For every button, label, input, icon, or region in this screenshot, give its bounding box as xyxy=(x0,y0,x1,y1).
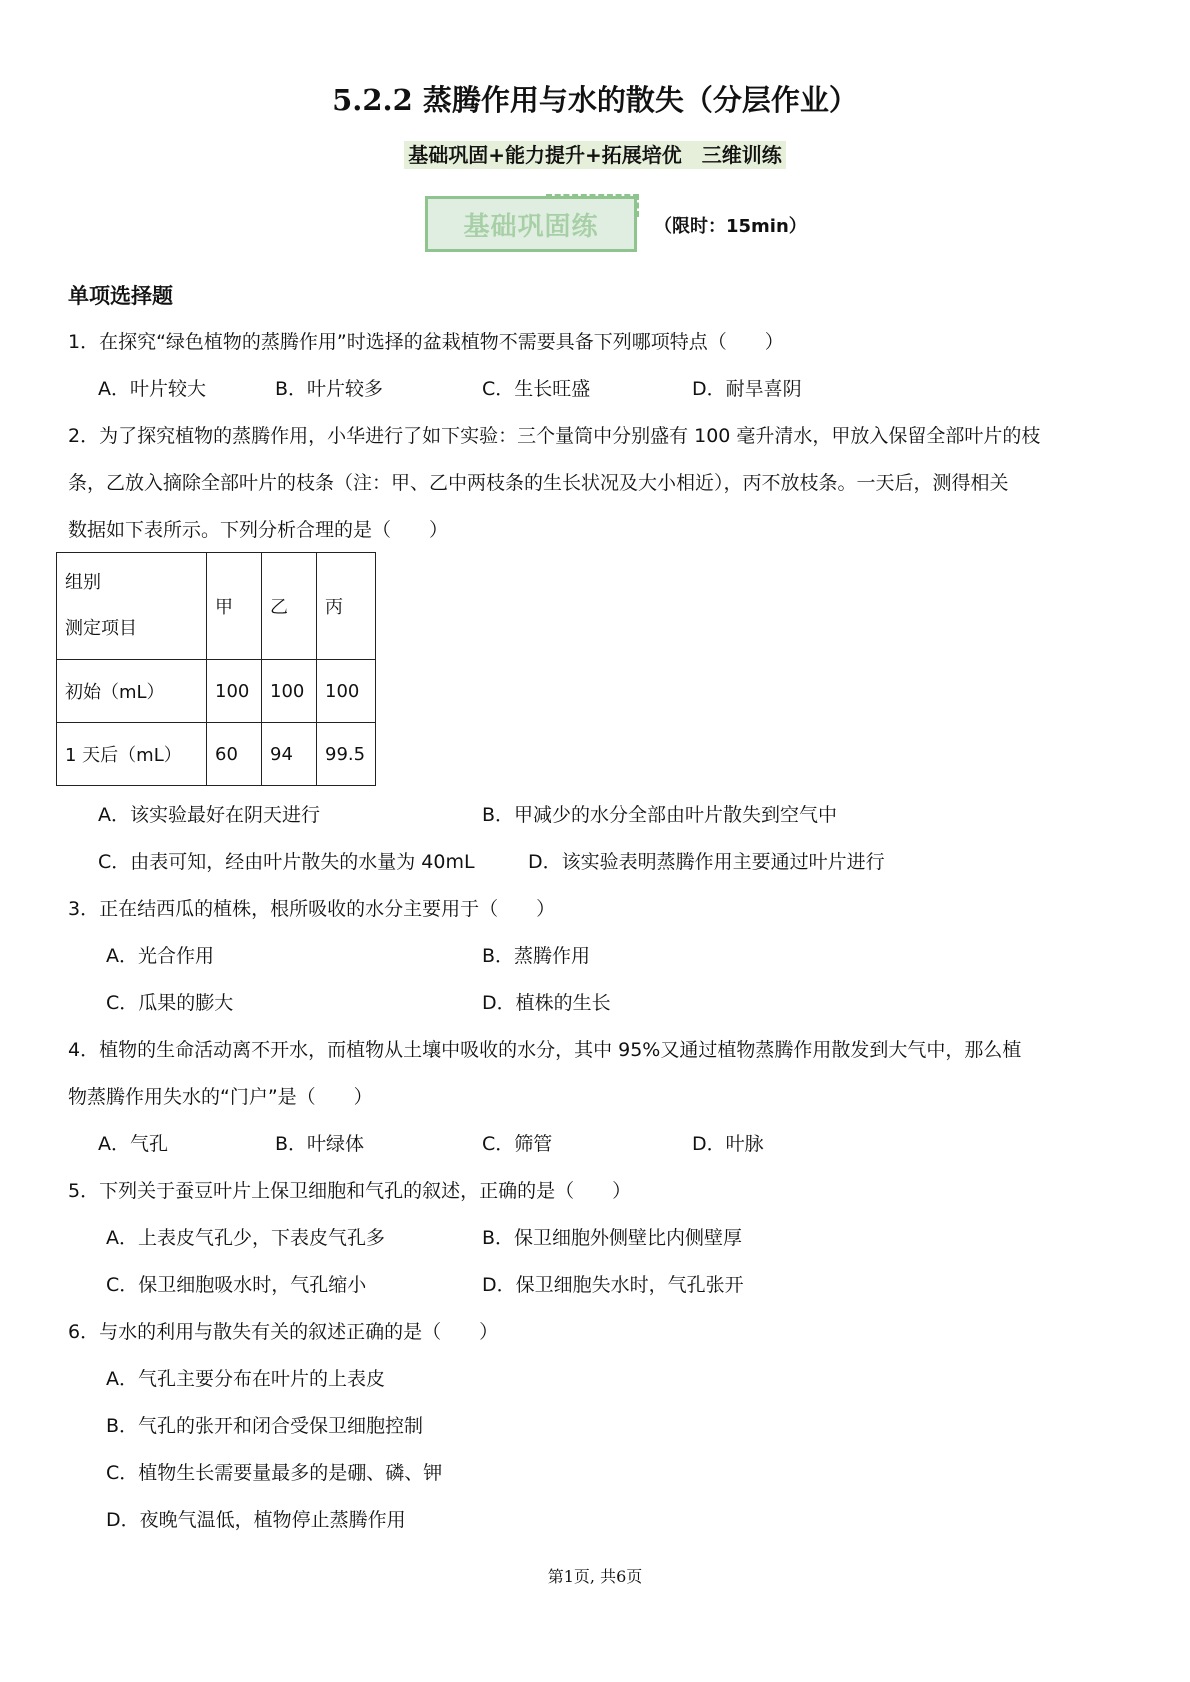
q3-option-d: D．植株的生长 xyxy=(482,992,611,1014)
q4-option-c: C．筛管 xyxy=(482,1133,553,1155)
subtitle-text: 基础巩固+能力提升+拓展培优 三维训练 xyxy=(404,141,786,169)
q2-option-d: D．该实验表明蒸腾作用主要通过叶片进行 xyxy=(528,851,885,873)
row-label: 初始（mL） xyxy=(57,660,207,723)
question-4-stem-line-2: 物蒸腾作用失水的“门户”是（ ） xyxy=(68,1086,373,1108)
row-label: 1 天后（mL） xyxy=(57,723,207,786)
question-1-stem: 1．在探究“绿色植物的蒸腾作用”时选择的盆栽植物不需要具备下列哪项特点（ ） xyxy=(68,331,784,353)
page-title: 5.2.2 蒸腾作用与水的散失（分层作业） xyxy=(332,83,858,117)
question-5-stem: 5．下列关于蚕豆叶片上保卫细胞和气孔的叙述，正确的是（ ） xyxy=(68,1180,632,1202)
column-header-bing: 丙 xyxy=(317,553,376,660)
q2-option-b: B．甲减少的水分全部由叶片散失到空气中 xyxy=(482,804,838,826)
q5-option-c: C．保卫细胞吸水时，气孔缩小 xyxy=(106,1274,367,1296)
badge-label: 基础巩固练 xyxy=(463,211,599,242)
q2-option-c: C．由表可知，经由叶片散失的水量为 40mL xyxy=(98,851,475,873)
table-cell: 99.5 xyxy=(317,723,376,786)
table-cell: 100 xyxy=(207,660,262,723)
table-cell: 60 xyxy=(207,723,262,786)
table-cell: 100 xyxy=(317,660,376,723)
question-6-stem: 6．与水的利用与散失有关的叙述正确的是（ ） xyxy=(68,1321,499,1343)
question-4-stem-line-1: 4．植物的生命活动离不开水，而植物从土壤中吸收的水分，其中 95%又通过植物蒸腾作用散发到大气中，那么植 xyxy=(68,1039,1022,1061)
time-limit: （限时：15min） xyxy=(654,216,807,237)
q4-option-b: B．叶绿体 xyxy=(275,1133,365,1155)
data-table xyxy=(56,552,376,786)
section-title: 单项选择题 xyxy=(68,284,173,308)
q5-option-d: D．保卫细胞失水时，气孔张开 xyxy=(482,1274,744,1296)
corner-group-label: 组别 xyxy=(65,572,101,593)
table-row xyxy=(57,723,376,786)
q6-option-a: A．气孔主要分布在叶片的上表皮 xyxy=(106,1368,385,1390)
question-2-stem-line-1: 2．为了探究植物的蒸腾作用，小华进行了如下实验：三个量筒中分别盛有 100 毫升清水，甲放入保留全部叶片的枝 xyxy=(68,425,1041,447)
page-subtitle xyxy=(0,139,1190,168)
section-badge xyxy=(425,196,637,252)
q3-option-b: B．蒸腾作用 xyxy=(482,945,591,967)
q4-option-d: D．叶脉 xyxy=(692,1133,764,1155)
q3-option-a: A．光合作用 xyxy=(106,945,214,967)
question-2-stem-line-3: 数据如下表所示。下列分析合理的是（ ） xyxy=(68,519,449,541)
table-cell: 94 xyxy=(262,723,317,786)
q1-option-c: C．生长旺盛 xyxy=(482,378,591,400)
question-2-stem-line-2: 条，乙放入摘除全部叶片的枝条（注：甲、乙中两枝条的生长状况及大小相近），丙不放枝条。一天后，测得相关 xyxy=(68,472,1009,494)
q2-option-a: A．该实验最好在阴天进行 xyxy=(98,804,320,826)
page-footer: 第1页, 共6页 xyxy=(547,1567,643,1586)
q6-option-b: B．气孔的张开和闭合受保卫细胞控制 xyxy=(106,1415,424,1437)
table-row xyxy=(57,660,376,723)
question-3-stem: 3．正在结西瓜的植株，根所吸收的水分主要用于（ ） xyxy=(68,898,556,920)
q1-option-a: A．叶片较大 xyxy=(98,378,206,400)
q5-option-a: A．上表皮气孔少，下表皮气孔多 xyxy=(106,1227,385,1249)
column-header-jia: 甲 xyxy=(207,553,262,660)
q6-option-d: D．夜晚气温低，植物停止蒸腾作用 xyxy=(106,1509,406,1531)
table-header-row xyxy=(57,553,376,660)
q4-option-a: A．气孔 xyxy=(98,1133,168,1155)
table-corner-cell xyxy=(57,553,207,660)
column-header-yi: 乙 xyxy=(262,553,317,660)
q1-option-b: B．叶片较多 xyxy=(275,378,384,400)
q3-option-c: C．瓜果的膨大 xyxy=(106,992,234,1014)
q6-option-c: C．植物生长需要量最多的是硼、磷、钾 xyxy=(106,1462,443,1484)
q1-option-d: D．耐旱喜阴 xyxy=(692,378,802,400)
table-cell: 100 xyxy=(262,660,317,723)
corner-item-label: 测定项目 xyxy=(65,618,137,639)
q5-option-b: B．保卫细胞外侧壁比内侧壁厚 xyxy=(482,1227,743,1249)
